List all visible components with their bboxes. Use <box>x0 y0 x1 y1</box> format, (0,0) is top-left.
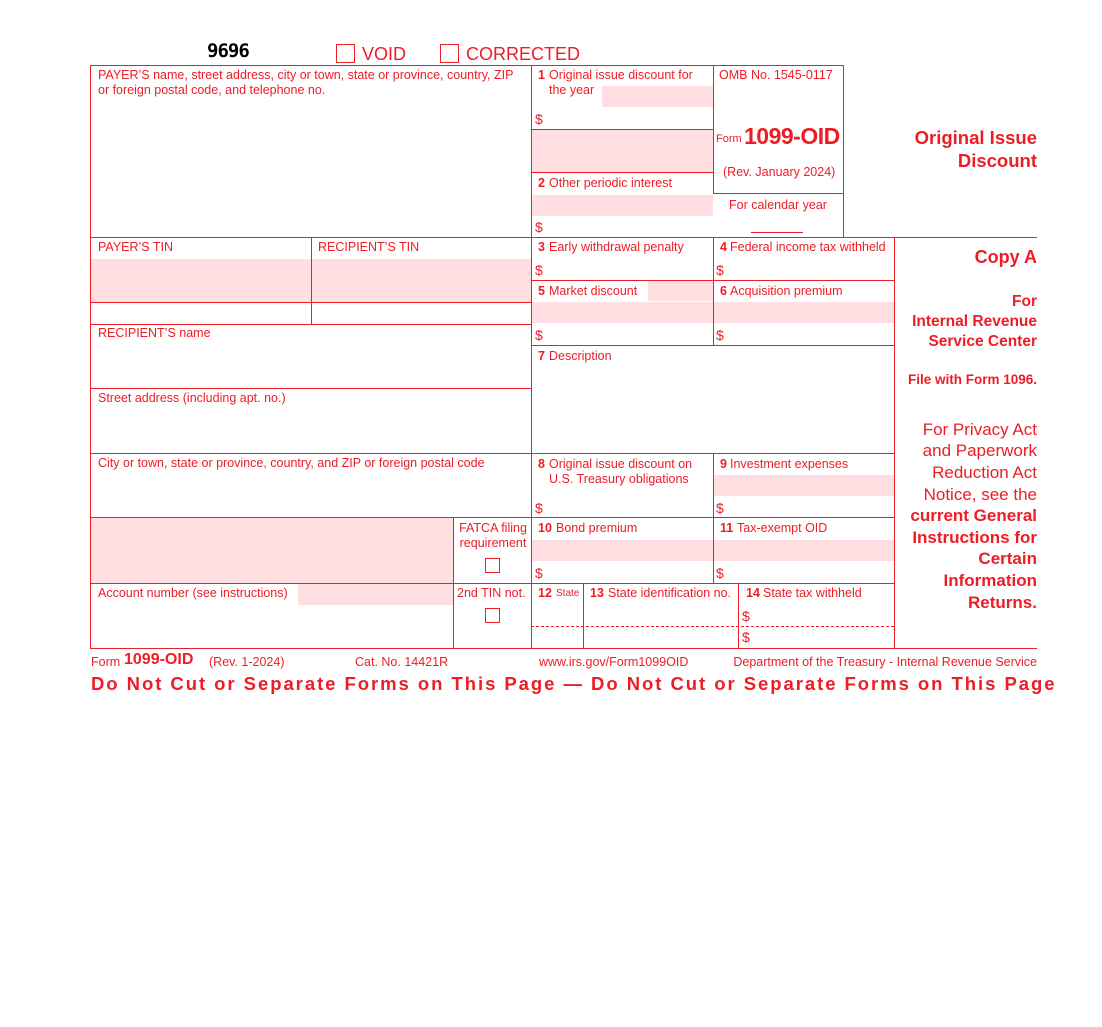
fatca-label: FATCA filing requirement <box>459 521 527 550</box>
box3-dollar: $ <box>535 262 543 278</box>
box4-number: 4 <box>720 240 727 254</box>
second-tin-label: 2nd TIN not. <box>457 586 526 600</box>
recipient-name-label: RECIPIENT’S name <box>98 326 211 340</box>
box1-label: Original issue discount for the year <box>549 68 693 97</box>
form-title-line2: Discount <box>957 150 1037 171</box>
box11-dollar: $ <box>716 565 724 581</box>
box4-dollar: $ <box>716 262 724 278</box>
box10-entry[interactable] <box>531 540 713 561</box>
irs-line2: Service Center <box>928 333 1037 350</box>
box8-label: Original issue discount on U.S. Treasury obligations <box>549 457 693 486</box>
fatca-shaded <box>91 518 453 583</box>
privacy-line2: and Paperwork <box>922 441 1037 460</box>
payer-tin-label: PAYER’S TIN <box>98 240 174 254</box>
box9-entry[interactable] <box>713 475 894 496</box>
box9-dollar: $ <box>716 500 724 516</box>
for-label: For <box>1012 293 1037 310</box>
box14-label: State tax withheld <box>763 586 862 600</box>
box4-label: Federal income tax withheld <box>730 240 886 254</box>
box9-label: Investment expenses <box>730 457 849 471</box>
box6-number: 6 <box>720 284 727 298</box>
void-checkbox[interactable] <box>336 44 355 63</box>
box8-number: 8 <box>538 457 545 471</box>
box9-number: 9 <box>720 457 727 471</box>
form-title-line1: Original Issue <box>914 127 1037 148</box>
box10-label: Bond premium <box>556 521 638 535</box>
footer-revision: (Rev. 1-2024) <box>209 655 285 669</box>
box14-dollar-1: $ <box>742 608 750 624</box>
box12-number: 12 <box>538 586 552 600</box>
box6-label: Acquisition premium <box>730 284 843 298</box>
box11-number: 11 <box>720 521 734 535</box>
box7-number: 7 <box>538 349 545 363</box>
box6-entry[interactable] <box>713 302 894 323</box>
box13-label: State identification no. <box>608 586 731 600</box>
box2-number: 2 <box>538 176 545 190</box>
box5-entry-top[interactable] <box>648 281 713 301</box>
form-code: 9696 <box>207 40 249 62</box>
instructions-line1: current General <box>910 506 1037 525</box>
box2-dollar: $ <box>535 219 543 235</box>
footer-form-word: Form <box>91 655 121 669</box>
box2-entry[interactable] <box>531 195 713 216</box>
box5-dollar: $ <box>535 327 543 343</box>
instructions-line5: Returns. <box>968 593 1037 612</box>
box2-label: Other periodic interest <box>549 176 672 190</box>
box1-extra-entry[interactable] <box>531 130 713 172</box>
box5-number: 5 <box>538 284 545 298</box>
box1-dollar: $ <box>535 111 543 127</box>
void-label: VOID <box>362 44 407 64</box>
box11-label: Tax-exempt OID <box>737 521 828 535</box>
irs-line1: Internal Revenue <box>912 313 1037 330</box>
corrected-label: CORRECTED <box>466 44 581 64</box>
do-not-cut-warning: Do Not Cut or Separate Forms on This Page — Do Not Cut or Separate Forms on This Page <box>91 673 1057 694</box>
form-word: Form <box>716 133 742 145</box>
recipient-tin-label: RECIPIENT’S TIN <box>318 240 420 254</box>
omb-number: OMB No. 1545-0117 <box>719 68 833 82</box>
instructions-line2: Instructions for <box>912 528 1037 547</box>
box11-entry[interactable] <box>713 540 894 561</box>
footer-cat-no: Cat. No. 14421R <box>355 655 449 669</box>
instructions-line3: Certain <box>978 549 1037 568</box>
box10-dollar: $ <box>535 565 543 581</box>
box14-number: 14 <box>746 586 760 600</box>
footer-department: Department of the Treasury - Internal Revenue Service <box>733 655 1037 669</box>
recipient-tin-entry[interactable] <box>311 259 531 302</box>
payer-tin-entry[interactable] <box>91 259 311 302</box>
account-number-label: Account number (see instructions) <box>98 586 288 600</box>
footer-url: www.irs.gov/Form1099OID <box>539 655 689 669</box>
box1-number: 1 <box>538 68 545 82</box>
second-tin-checkbox[interactable] <box>485 608 500 623</box>
box5-entry[interactable] <box>531 302 713 323</box>
box12-label: State <box>556 588 580 599</box>
form-name: 1099-OID <box>744 123 840 149</box>
form-revision: (Rev. January 2024) <box>723 165 836 179</box>
box3-label: Early withdrawal penalty <box>549 240 684 254</box>
box6-dollar: $ <box>716 327 724 343</box>
box10-number: 10 <box>538 521 552 535</box>
file-with-label: File with Form 1096. <box>907 372 1037 387</box>
street-address-label: Street address (including apt. no.) <box>98 391 286 405</box>
copy-label: Copy A <box>974 247 1037 267</box>
box7-label: Description <box>549 349 612 363</box>
footer-form-name: 1099-OID <box>124 651 194 668</box>
box5-label: Market discount <box>549 284 638 298</box>
city-label: City or town, state or province, country, and ZIP or foreign postal code <box>98 456 485 470</box>
box8-dollar: $ <box>535 500 543 516</box>
box3-number: 3 <box>538 240 545 254</box>
privacy-line3: Reduction Act <box>932 463 1037 482</box>
instructions-line4: Information <box>943 571 1037 590</box>
box14-dollar-2: $ <box>742 629 750 645</box>
box13-number: 13 <box>590 586 604 600</box>
privacy-line4: Notice, see the <box>923 485 1037 504</box>
calendar-year-label: For calendar year <box>729 198 827 212</box>
corrected-checkbox[interactable] <box>440 44 459 63</box>
fatca-checkbox[interactable] <box>485 558 500 573</box>
account-entry[interactable] <box>298 584 453 605</box>
payer-name-label: PAYER’S name, street address, city or town, state or province, country, ZIP or foreign postal code, and telephone no. <box>98 68 514 97</box>
privacy-line1: For Privacy Act <box>922 420 1037 439</box>
